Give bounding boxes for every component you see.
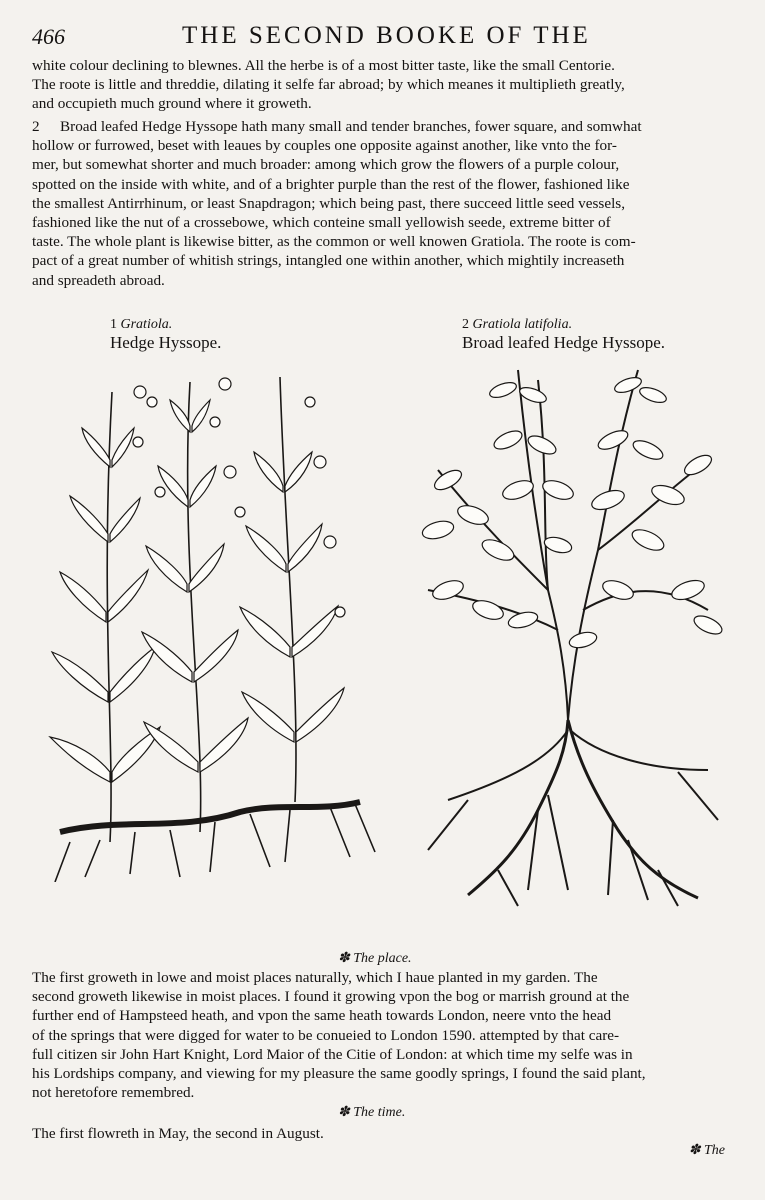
text-line bbox=[32, 117, 732, 136]
figure-number: 2 bbox=[462, 317, 469, 332]
text-line: The first groweth in lowe and moist places naturally, which I haue planted in my garden. The bbox=[32, 969, 598, 986]
text-line: second groweth likewise in moist places. I found it growing vpon the bog or marrish ground at the bbox=[32, 988, 630, 1006]
text-line: and occupieth much ground where it groweth. bbox=[32, 95, 312, 113]
figure-english-name: Hedge Hyssope. bbox=[110, 333, 222, 352]
text-line: the smallest Antirrhinum, or least Snapdragon; which being past, there succeed little seed vessels, bbox=[32, 194, 626, 212]
text-line: further end of Hampsteed heath, and vpon the same heath towards London, neere vnto the head bbox=[32, 1007, 612, 1025]
figure-latin-name: Gratiola latifolia. bbox=[472, 317, 573, 332]
figure-english-name: Broad leafed Hedge Hyssope. bbox=[462, 333, 665, 352]
text-line: taste. The whole plant is likewise bitter, as the common or well knowen Gratiola. The roote is com- bbox=[32, 233, 636, 251]
figure-number: 1 bbox=[110, 317, 117, 332]
paragraph-place bbox=[32, 968, 732, 1102]
page-number: 466 bbox=[32, 24, 65, 49]
figure-latin-name: Gratiola. bbox=[120, 317, 173, 332]
text-line: spotted on the inside with white, and of a brighter purple than the rest of the flower, fashioned like bbox=[32, 175, 630, 193]
hedge-hyssope-woodcut bbox=[40, 362, 390, 882]
paragraph-2 bbox=[32, 117, 732, 290]
text-line: pact of a great number of whitish strings, intangled one within another, which mightily increaseth bbox=[32, 252, 625, 270]
text-line: and spreadeth abroad. bbox=[32, 271, 165, 289]
paragraph-number: 2 bbox=[32, 118, 40, 135]
text-line: fashioned like the nut of a crossebowe, which conteine small yellowish seede, extreme bitter of bbox=[32, 214, 611, 232]
running-head: THE SECOND BOOKE OF THE bbox=[182, 22, 591, 49]
text-line: mer, but somewhat shorter and much broader: among which grow the flowers of a purple colour, bbox=[32, 156, 620, 174]
text-line: full citizen sir John Hart Knight, Lord Maior of the Citie of London: at which time my selfe was in bbox=[32, 1045, 633, 1063]
text-line: The roote is little and threddie, dilating it selfe far abroad; by which meanes it multiplieth greatly, bbox=[32, 76, 625, 94]
text-line: not heretofore remembred. bbox=[32, 1084, 195, 1102]
page-header bbox=[32, 22, 752, 52]
section-heading-place: ✽ The place. bbox=[338, 951, 412, 966]
paragraph-time bbox=[32, 1124, 732, 1143]
text-line: of the springs that were digged for water to be conueied to London 1590. attempted by that care- bbox=[32, 1026, 620, 1044]
paragraph-1 bbox=[32, 56, 732, 114]
broad-leafed-hedge-hyssope-woodcut bbox=[408, 350, 728, 910]
text-line: his Lordships company, and viewing for my pleasure the same goodly springs, I found the said plant, bbox=[32, 1065, 646, 1083]
text-line: The first flowreth in May, the second in August. bbox=[32, 1125, 324, 1142]
catchword: ✽ The bbox=[688, 1143, 725, 1158]
section-heading-time: ✽ The time. bbox=[338, 1105, 406, 1120]
text-line: white colour declining to blewnes. All the herbe is of a most bitter taste, like the small Centorie. bbox=[32, 57, 615, 74]
text-line: hollow or furrowed, beset with leaues by couples one opposite against another, like vnto the for- bbox=[32, 137, 617, 155]
text-line-content: Broad leafed Hedge Hyssope hath many small and tender branches, fower square, and somwhat bbox=[60, 118, 642, 135]
figure-1-caption bbox=[110, 316, 221, 352]
figure-2-caption bbox=[462, 316, 665, 352]
